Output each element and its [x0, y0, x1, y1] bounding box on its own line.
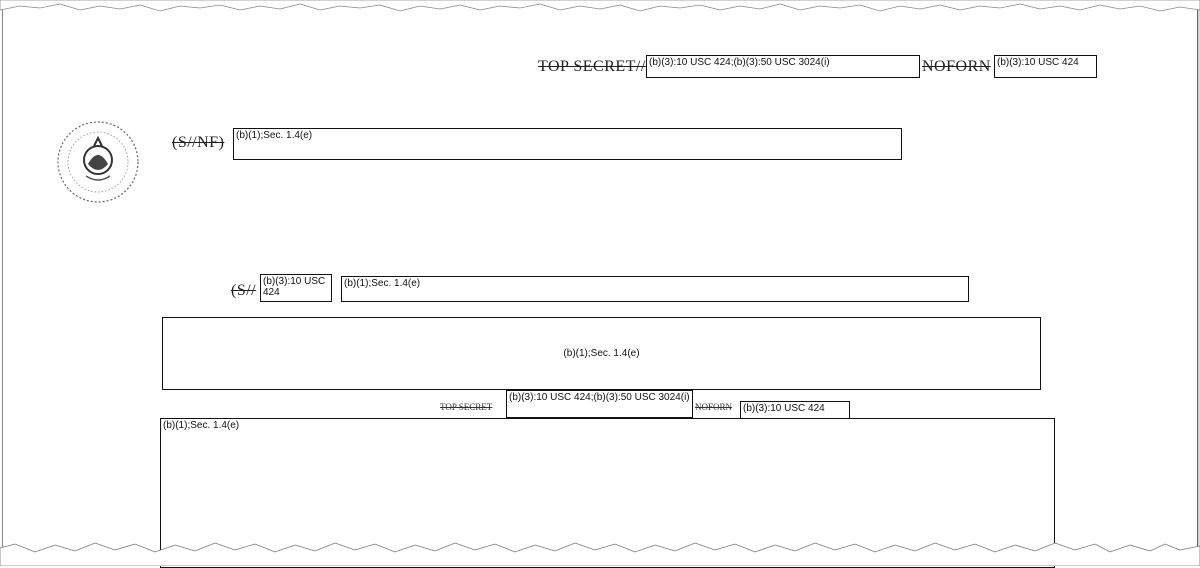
- section4-redaction-box-a: (b)(3):10 USC 424;(b)(3):50 USC 3024(i): [506, 390, 693, 418]
- section4-marking-left: TOP SECRET: [440, 402, 493, 412]
- section4-marking-mid: NOFORN: [695, 402, 733, 412]
- torn-bottom-edge: [0, 536, 1200, 566]
- section2-redaction-box-a: (b)(3):10 USC 424: [260, 274, 332, 302]
- section1-marking: (S//NF): [172, 134, 225, 151]
- section2-marking: (S//: [231, 282, 257, 299]
- section1-redaction-box: (b)(1);Sec. 1.4(e): [233, 128, 902, 160]
- header-redaction-box-2: (b)(3):10 USC 424: [994, 55, 1097, 78]
- section3-redaction-box: (b)(1);Sec. 1.4(e): [162, 317, 1041, 390]
- section4-redaction-box-b: (b)(3):10 USC 424: [740, 401, 850, 419]
- header-redaction-box-1: (b)(3):10 USC 424;(b)(3):50 USC 3024(i): [646, 55, 920, 78]
- header-classification-suffix: NOFORN: [922, 58, 991, 75]
- section5-redaction-box: (b)(1);Sec. 1.4(e): [160, 418, 1055, 568]
- agency-seal-logo: [48, 116, 148, 208]
- header-classification-prefix: TOP SECRET//: [538, 58, 646, 75]
- torn-top-edge: [0, 0, 1200, 14]
- section2-redaction-box-b: (b)(1);Sec. 1.4(e): [341, 276, 969, 302]
